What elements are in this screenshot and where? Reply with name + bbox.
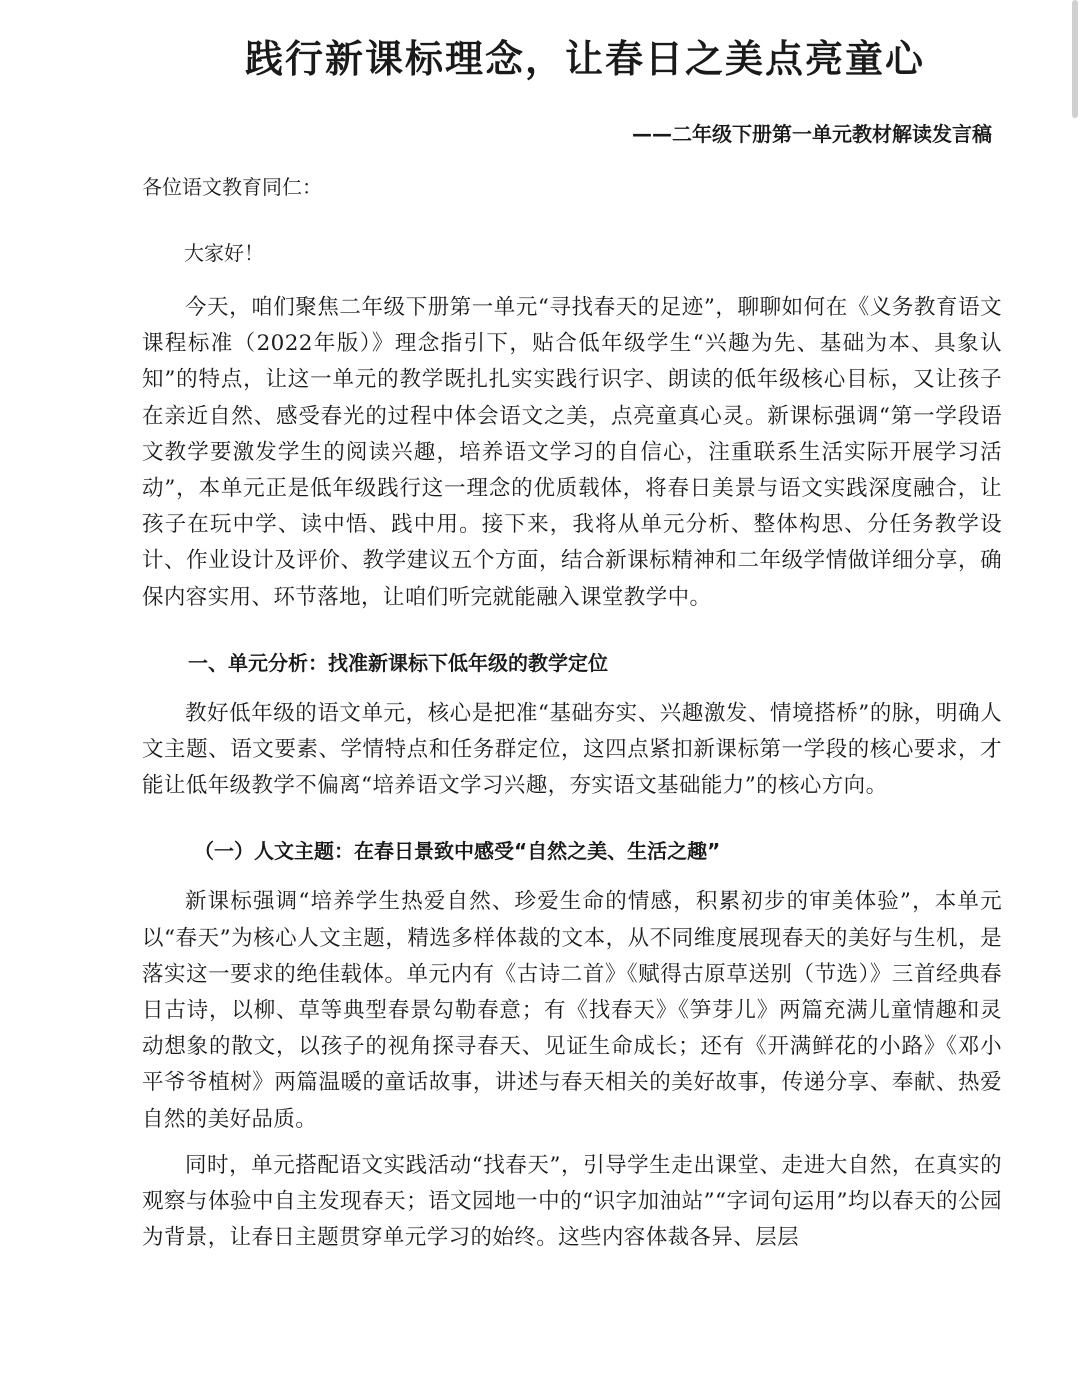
subsection-heading-humanistic-theme: （一）人文主题：在春日景致中感受“自然之美、生活之趣” xyxy=(194,839,721,864)
section-paragraph-unit-analysis: 教好低年级的语文单元，核心是把准“基础夯实、兴趣激发、情境搭桥”的脉，明确人文主题、语文要素、学情特点和任务群定位，这四点紧扣新课标第一学段的核心要求，才能让低年级教学不偏离“培养语文学习兴趣，夯实语文基础能力”的核心方向。 xyxy=(142,700,1002,799)
subsection-paragraph-2: 同时，单元搭配语文实践活动“找春天”，引导学生走出课堂、走进大自然，在真实的观察与体验中自主发现春天；语文园地一中的“识字加油站”“字词句运用”均以春天的公园为背景，让春日主题贯穿单元学习的始终。这些内容体裁各异、层层 xyxy=(142,1152,1002,1251)
subsection-paragraph-1: 新课标强调“培养学生热爱自然、珍爱生命的情感，积累初步的审美体验”，本单元以“春天”为核心人文主题，精选多样体裁的文本，从不同维度展现春天的美好与生机，是落实这一要求的绝佳载体。单元内有《古诗二首》《赋得古原草送别（节选）》三首经典春日古诗，以柳、草等典型春景勾勒春意；有《找春天》《笋芽儿》两篇充满儿童情趣和灵动想象的散文，以孩子的视角探寻春天、见证生命成长；还有《开满鲜花的小路》《邓小平爷爷植树》两篇温暖的童话故事，讲述与春天相关的美好故事，传递分享、奉献、热爱自然的美好品质。 xyxy=(142,889,1002,1132)
document-body xyxy=(142,170,1002,1256)
greeting: 大家好！ xyxy=(184,241,264,265)
salutation: 各位语文教育同仁： xyxy=(142,175,322,199)
intro-paragraph: 今天，咱们聚焦二年级下册第一单元“寻找春天的足迹”，聊聊如何在《义务教育语文课程标准（2022年版）》理念指引下，贴合低年级学生“兴趣为先、基础为本、具象认知”的特点，让这一单元的教学既扎扎实实践行识字、朗读的低年级核心目标，又让孩子在亲近自然、感受春光的过程中体会语文之美，点亮童真心灵。新课标强调“第一学段语文教学要激发学生的阅读兴趣，培养语文学习的自信心，注重联系生活实际开展学习活动”，本单元正是低年级践行这一理念的优质载体，将春日美景与语文实践深度融合，让孩子在玩中学、读中悟、践中用。接下来，我将从单元分析、整体构思、分任务教学设计、作业设计及评价、教学建议五个方面，结合新课标精神和二年级学情做详细分享，确保内容实用、环节落地，让咱们听完就能融入课堂教学中。 xyxy=(142,295,1002,610)
document-title: 践行新课标理念，让春日之美点亮童心 xyxy=(244,37,925,81)
paragraph-gap xyxy=(142,1138,1002,1148)
document-subtitle: ——二年级下册第一单元教材解读发言稿 xyxy=(632,122,992,146)
section-heading-unit-analysis: 一、单元分析：找准新课标下低年级的教学定位 xyxy=(188,650,608,675)
